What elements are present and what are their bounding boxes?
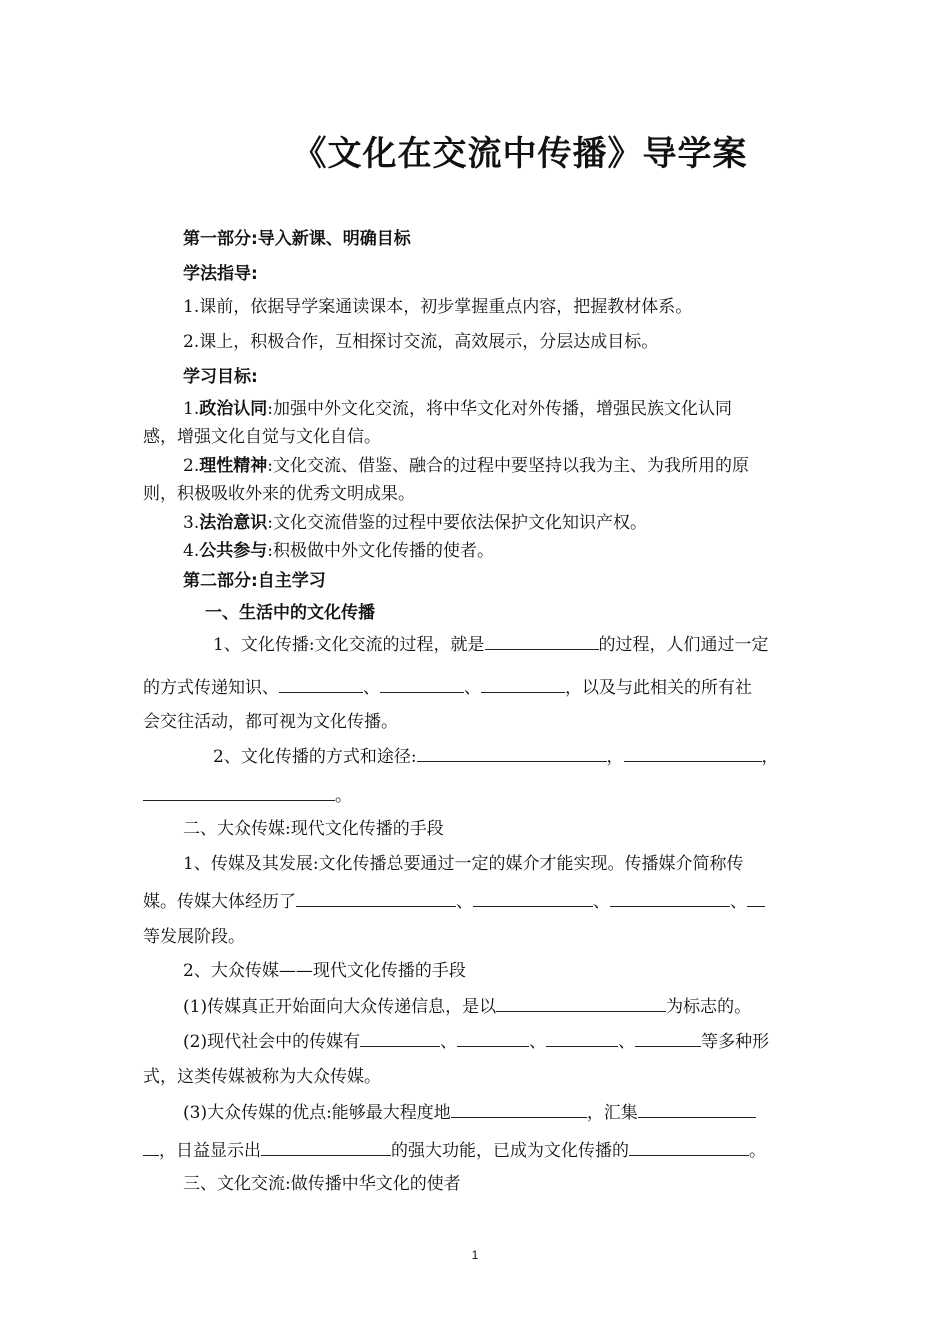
fill-blank[interactable] (635, 1030, 701, 1047)
fill-blank[interactable] (747, 890, 765, 907)
s2-q2-3-text-c: ，日益显示出 (159, 1141, 261, 1161)
s1-q1-text-c: 的方式传递知识、 (143, 678, 279, 698)
page-number: 1 (471, 1248, 479, 1262)
s2-q2-2-text-a: (2)现代社会中的传媒有 (183, 1032, 361, 1052)
goal-4-number: 4. (183, 541, 200, 561)
goal-2-number: 2. (183, 456, 200, 476)
part2-heading: 第二部分:自主学习 (183, 571, 326, 591)
separator: 、 (529, 1032, 547, 1052)
separator: ， (761, 747, 779, 767)
separator: 、 (440, 1032, 458, 1052)
separator: 、 (456, 892, 473, 912)
s2-question-1-line-3: 等发展阶段。 (143, 927, 245, 947)
s1-q1-text-b: 的过程，人们通过一定 (598, 635, 769, 655)
fill-blank[interactable] (451, 1101, 587, 1118)
separator: 、 (593, 892, 610, 912)
goals-heading: 学习目标: (183, 367, 258, 387)
s1-q2-text: 2、文化传播的方式和途径: (213, 747, 417, 767)
separator: 、 (363, 678, 380, 698)
s1-question-1-line-2 (143, 676, 752, 699)
goal-3-number: 3. (183, 513, 200, 533)
fill-blank[interactable] (296, 890, 456, 907)
s2-q2-3-text-d: 的强大功能，已成为文化传播的 (391, 1141, 629, 1161)
part1-heading: 第一部分:导入新课、明确目标 (183, 229, 411, 249)
method-heading: 学法指导: (183, 264, 258, 284)
fill-blank[interactable] (143, 784, 335, 801)
fill-blank[interactable] (417, 745, 607, 762)
fill-blank[interactable] (380, 676, 464, 693)
fill-blank[interactable] (481, 676, 565, 693)
s1-q1-text-d: ，以及与此相关的所有社 (565, 678, 752, 698)
fill-blank[interactable] (546, 1030, 618, 1047)
goal-2-text: :文化交流、借鉴、融合的过程中要坚持以我为主、为我所用的原 (267, 456, 749, 476)
fill-blank[interactable] (143, 1139, 159, 1156)
s1-question-2 (213, 745, 779, 768)
method-item-2: 2.课上，积极合作，互相探讨交流，高效展示，分层达成目标。 (183, 332, 659, 352)
method-item-1: 1.课前，依据导学案通读课本，初步掌握重点内容，把握教材体系。 (183, 297, 693, 317)
goal-1-keyword: 政治认同 (199, 399, 268, 419)
section-2-heading: 二、大众传媒:现代文化传播的手段 (183, 819, 444, 839)
fill-blank[interactable] (638, 1101, 756, 1118)
fill-blank[interactable] (496, 995, 666, 1012)
separator: ， (606, 747, 624, 767)
fill-blank[interactable] (457, 1030, 529, 1047)
goal-4 (183, 540, 494, 562)
fill-blank[interactable] (610, 890, 730, 907)
s1-question-2-line-2 (143, 784, 352, 807)
fill-blank[interactable] (473, 890, 593, 907)
fill-blank[interactable] (624, 745, 762, 762)
period: 。 (335, 786, 352, 806)
s2-question-2-3 (183, 1101, 756, 1124)
s2-q2-1-text-a: (1)传媒真正开始面向大众传递信息，是以 (183, 997, 497, 1017)
s2-q1-text: 媒。传媒大体经历了 (143, 892, 296, 912)
fill-blank[interactable] (360, 1030, 440, 1047)
s2-question-2: 2、大众传媒——现代文化传播的手段 (183, 961, 466, 981)
section-1-heading: 一、生活中的文化传播 (205, 603, 375, 623)
s2-q2-3-text-a: (3)大众传媒的优点:能够最大程度地 (183, 1103, 451, 1123)
goal-1-continued: 感，增强文化自觉与文化自信。 (143, 427, 381, 447)
s2-q2-1-text-b: 为标志的。 (666, 997, 752, 1017)
goal-1 (183, 398, 732, 420)
goal-1-text: :加强中外文化交流，将中华文化对外传播，增强民族文化认同 (267, 399, 732, 419)
goal-4-keyword: 公共参与 (199, 541, 268, 561)
goal-3-text: :文化交流借鉴的过程中要依法保护文化知识产权。 (267, 513, 647, 533)
goal-3-keyword: 法治意识 (199, 513, 268, 533)
goal-2-continued: 则，积极吸收外来的优秀文明成果。 (143, 484, 415, 504)
s2-question-2-3-line-2 (143, 1139, 766, 1162)
fill-blank[interactable] (261, 1139, 391, 1156)
fill-blank[interactable] (485, 633, 599, 650)
document-title: 《文化在交流中传播》导学案 (292, 134, 748, 174)
s2-q2-2-text-b: 等多种形 (701, 1032, 770, 1052)
s2-question-1-line-2 (143, 890, 765, 913)
s2-question-1: 1、传媒及其发展:文化传播总要通过一定的媒介才能实现。传播媒介简称传 (183, 854, 744, 874)
s1-question-1 (213, 633, 769, 656)
separator: 、 (730, 892, 747, 912)
goal-3 (183, 512, 647, 534)
goal-2-keyword: 理性精神 (199, 456, 268, 476)
period: 。 (749, 1141, 766, 1161)
s2-question-2-2-line-2: 式，这类传媒被称为大众传媒。 (143, 1067, 381, 1087)
goal-1-number: 1. (183, 399, 200, 419)
fill-blank[interactable] (279, 676, 363, 693)
fill-blank[interactable] (629, 1139, 749, 1156)
s2-question-2-2 (183, 1030, 769, 1053)
separator: 、 (618, 1032, 636, 1052)
s1-q1-text-a: 1、文化传播:文化交流的过程，就是 (213, 635, 485, 655)
s2-question-2-1 (183, 995, 751, 1018)
goal-2 (183, 455, 749, 477)
s1-question-1-line-3: 会交往活动，都可视为文化传播。 (143, 712, 398, 732)
section-3-heading: 三、文化交流:做传播中华文化的使者 (183, 1174, 461, 1194)
separator: 、 (464, 678, 481, 698)
goal-4-text: :积极做中外文化传播的使者。 (267, 541, 494, 561)
s2-q2-3-text-b: ，汇集 (586, 1103, 638, 1123)
